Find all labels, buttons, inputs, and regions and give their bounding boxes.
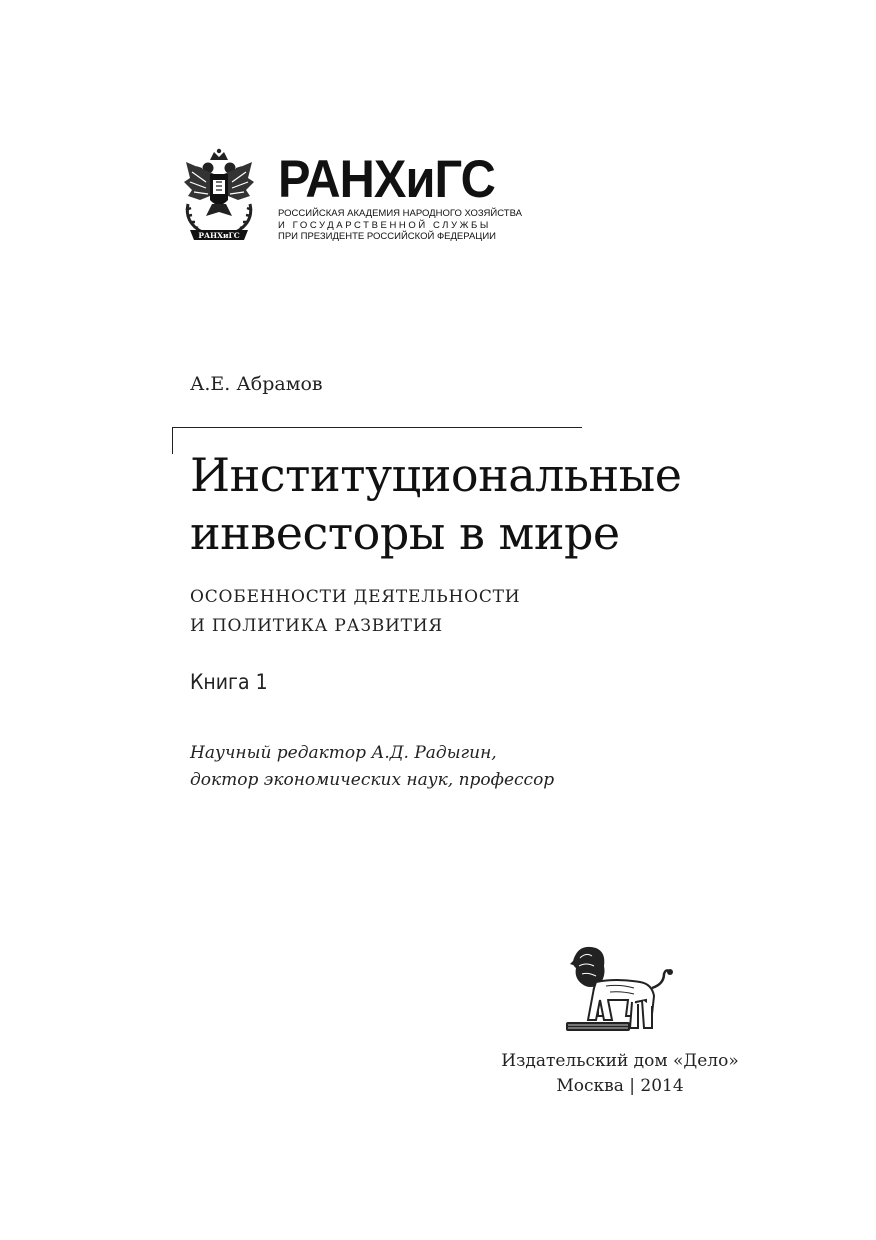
- lion-on-book-icon: [560, 944, 676, 1034]
- book-title-line-1: Институциональные: [190, 448, 682, 502]
- double-headed-eagle-emblem-icon: [180, 148, 258, 246]
- brand-line-1: РОССИЙСКАЯ АКАДЕМИЯ НАРОДНОГО ХОЗЯЙСТВА: [278, 208, 522, 219]
- publisher-place-year: Москва | 2014: [556, 1076, 684, 1096]
- book-title-line-2: инвесторы в мире: [190, 506, 620, 560]
- title-bracket-left: [172, 427, 173, 454]
- publisher-info: [470, 1049, 770, 1099]
- book-subtitle: [190, 583, 520, 641]
- book-subtitle-line-1: ОСОБЕННОСТИ ДЕЯТЕЛЬНОСТИ: [190, 587, 521, 607]
- publisher-name: Издательский дом «Дело»: [501, 1051, 739, 1071]
- book-subtitle-line-2: И ПОЛИТИКА РАЗВИТИЯ: [190, 616, 443, 636]
- editor-line-1: Научный редактор А.Д. Радыгин,: [190, 743, 497, 763]
- book-title: [190, 446, 681, 562]
- brand-line-3: ПРИ ПРЕЗИДЕНТЕ РОССИЙСКОЙ ФЕДЕРАЦИИ: [278, 231, 496, 242]
- brand-name: РАНХиГС: [278, 150, 495, 209]
- scientific-editor: [190, 740, 554, 794]
- brand-block: [278, 152, 522, 243]
- editor-line-2: доктор экономических наук, профессор: [190, 770, 555, 790]
- emblem-ribbon-text: РАНХиГС: [198, 231, 240, 240]
- brand-line-2: И ГОСУДАРСТВЕННОЙ СЛУЖБЫ: [278, 219, 491, 231]
- title-bracket-top: [172, 427, 582, 428]
- author-name: А.Е. Абрамов: [190, 373, 323, 395]
- book-volume: Книга 1: [190, 670, 268, 694]
